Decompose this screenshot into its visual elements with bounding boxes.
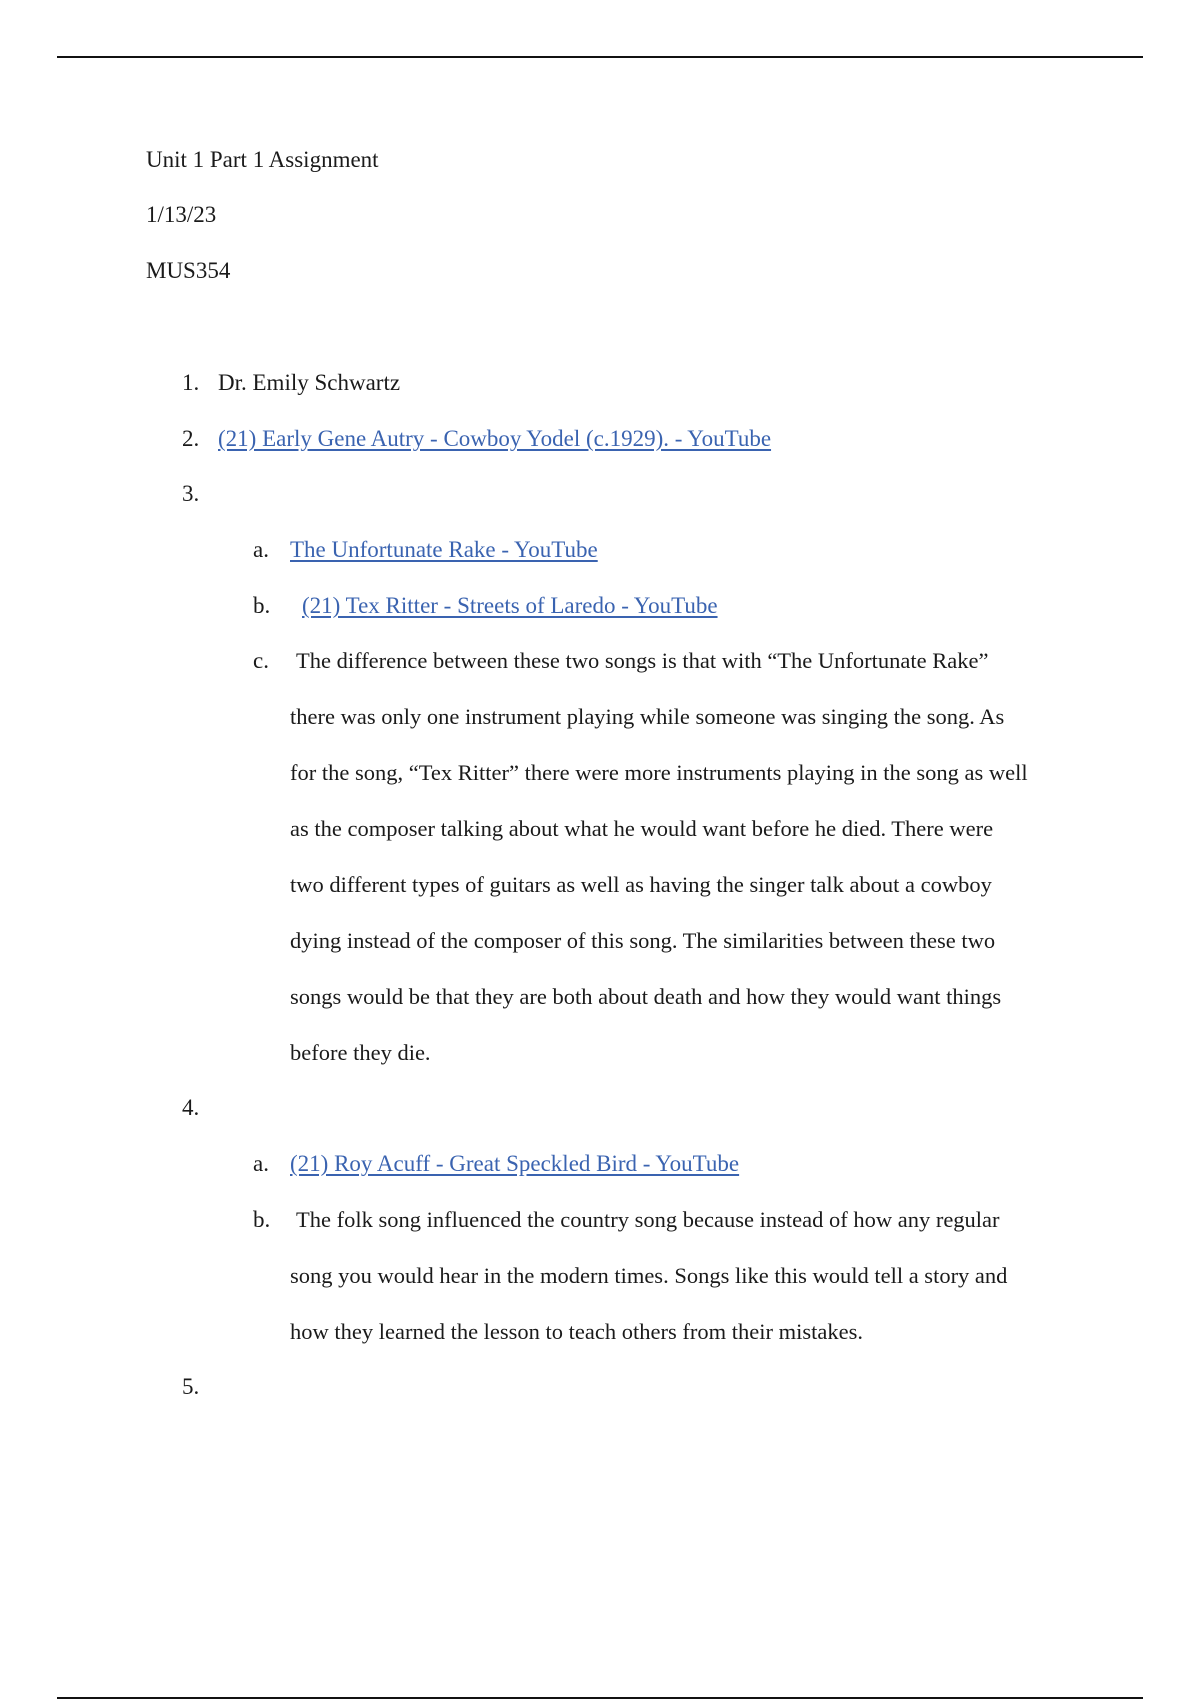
paragraph-line: there was only one instrument playing while someone was singing the song. As (290, 704, 1005, 729)
list-number-4: 4. (182, 1095, 200, 1120)
paragraph-line: as the composer talking about what he would want before he died. There were (290, 816, 994, 841)
influence-paragraph (290, 1192, 1007, 1360)
document-date: 1/13/23 (146, 202, 217, 227)
sub-item-3a (290, 535, 598, 565)
sub-item-4a (290, 1149, 739, 1179)
paragraph-line: dying instead of the composer of this song. The similarities between these two (290, 928, 996, 953)
sub-letter-4a: a. (253, 1151, 269, 1176)
unfortunate-rake-video-link[interactable]: The Unfortunate Rake - YouTube (290, 537, 598, 562)
list-number-5: 5. (182, 1374, 200, 1399)
paragraph-line: songs would be that they are both about death and how they would want things (290, 984, 1002, 1009)
paragraph-line: for the song, “Tex Ritter” there were more instruments playing in the song as well (290, 760, 1028, 785)
paragraph-line: before they die. (290, 1040, 431, 1065)
list-number-3: 3. (182, 481, 200, 506)
paragraph-line: two different types of guitars as well as having the singer talk about a cowboy (290, 872, 992, 897)
top-rule (57, 56, 1143, 58)
list-number-2: 2. (182, 426, 200, 451)
sub-letter-3b: b. (253, 593, 271, 618)
paragraph-line: The difference between these two songs is that with “The Unfortunate Rake” (296, 648, 989, 673)
paragraph-line: The folk song influenced the country song because instead of how any regular (296, 1207, 1000, 1232)
sub-letter-4b: b. (253, 1207, 271, 1232)
paragraph-line: song you would hear in the modern times. Songs like this would tell a story and (290, 1263, 1008, 1288)
bottom-rule (57, 1697, 1143, 1699)
sub-letter-3c: c. (253, 648, 269, 673)
document-title: Unit 1 Part 1 Assignment (146, 147, 379, 172)
gene-autry-video-link[interactable]: (21) Early Gene Autry - Cowboy Yodel (c.1929). - YouTube (218, 426, 772, 451)
instructor-name: Dr. Emily Schwartz (218, 370, 401, 395)
roy-acuff-video-link[interactable]: (21) Roy Acuff - Great Speckled Bird - YouTube (290, 1151, 740, 1176)
tex-ritter-video-link[interactable]: (21) Tex Ritter - Streets of Laredo - YouTube (302, 593, 718, 618)
sub-item-3b (302, 591, 718, 621)
list-number-1: 1. (182, 370, 200, 395)
comparison-paragraph (290, 633, 1028, 1081)
paragraph-line: how they learned the lesson to teach others from their mistakes. (290, 1319, 863, 1344)
list-item-2 (218, 424, 771, 454)
course-code: MUS354 (146, 258, 231, 283)
sub-letter-3a: a. (253, 537, 269, 562)
